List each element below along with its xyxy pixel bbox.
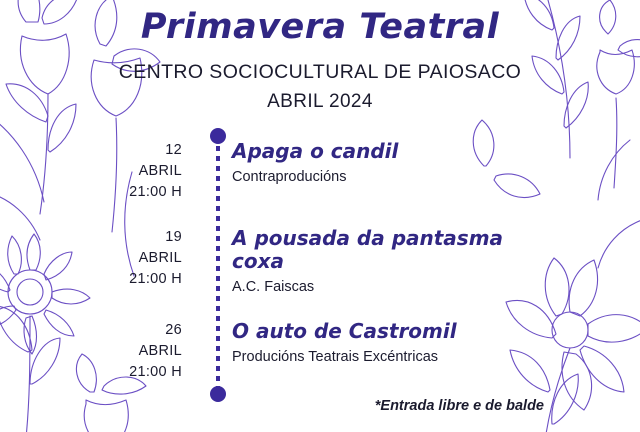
entry-note: *Entrada libre e de balde [374,398,544,414]
event-details [206,320,540,366]
event-datetime [120,140,206,203]
event-datetime [120,227,206,290]
event-time: 21:00 H [129,184,182,201]
venue-subtitle: CENTRO SOCIOCULTURAL DE PAIOSACO [118,60,522,83]
event-title: Apaga o candil [232,139,399,163]
timeline-dot-bottom-icon [210,386,226,402]
event-company: Contraproducións [232,169,347,185]
event-day: 26 ABRIL [138,322,182,360]
page-title: Primavera Teatral [140,7,500,47]
event-title: A pousada da pantasma coxa [232,226,504,274]
event-time: 21:00 H [129,364,182,381]
event-company: Producións Teatrais Excéntricas [232,349,439,366]
event-details [206,227,540,296]
event-day: 12 ABRIL [138,142,182,180]
schedule-list [120,128,540,383]
list-item [120,140,540,203]
poster-header [0,8,640,113]
event-company: A.C. Faiscas [232,279,315,296]
list-item [120,227,540,296]
event-datetime [120,320,206,383]
event-title: O auto de Castromil [232,319,457,344]
list-item [120,320,540,383]
event-details [206,140,540,186]
event-day: 19 ABRIL [138,229,182,267]
poster-date: ABRIL 2024 [267,90,373,112]
event-time: 21:00 H [129,271,182,288]
